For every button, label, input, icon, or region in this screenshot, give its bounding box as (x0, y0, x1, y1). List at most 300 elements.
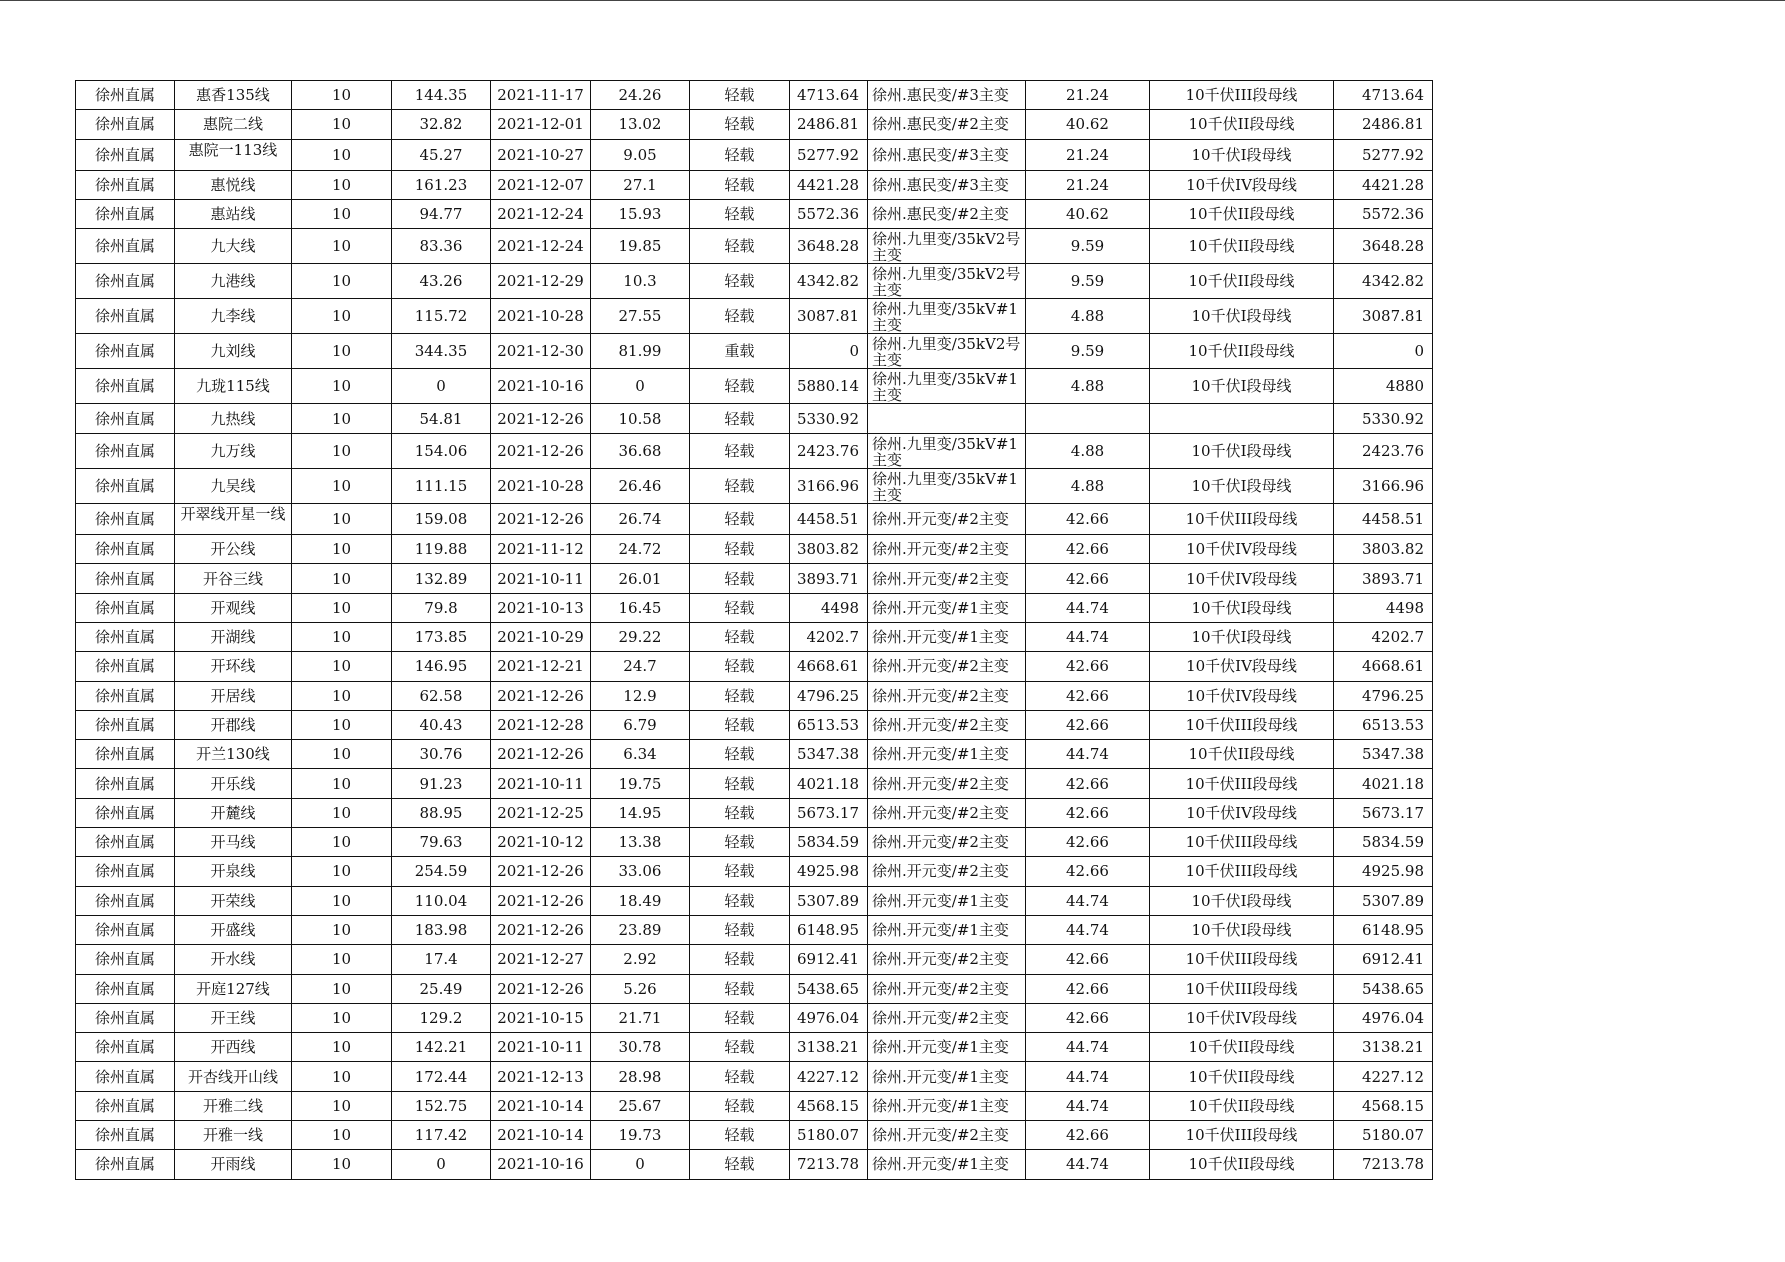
table-row (76, 915, 1433, 944)
available-capacity-cell: 4342.82 (1334, 264, 1433, 299)
unit-cell: 徐州直属 (76, 503, 175, 534)
line-name-cell: 九万线 (175, 433, 292, 468)
unit-cell: 徐州直属 (76, 945, 175, 974)
capacity-cell: 5180.07 (790, 1121, 868, 1150)
date-cell: 2021-10-16 (491, 369, 591, 404)
date-cell: 2021-12-26 (491, 857, 591, 886)
substation-cell: 徐州.惠民变/#2主变 (868, 200, 1026, 229)
line-name-cell: 惠香135线 (175, 81, 292, 110)
table-row (76, 652, 1433, 681)
line-name-cell: 开郡线 (175, 710, 292, 739)
substation-cell: 徐州.开元变/#1主变 (868, 1150, 1026, 1179)
load-status-cell: 轻载 (690, 170, 790, 199)
capacity-cell: 4796.25 (790, 681, 868, 710)
substation-cell: 徐州.开元变/#1主变 (868, 593, 1026, 622)
value-cell: 0 (392, 1150, 491, 1179)
date-cell: 2021-12-26 (491, 915, 591, 944)
line-name-cell: 开荣线 (175, 886, 292, 915)
voltage-cell: 10 (292, 828, 392, 857)
available-capacity-cell: 5673.17 (1334, 798, 1433, 827)
capacity-cell: 4227.12 (790, 1062, 868, 1091)
busbar-cell: 10千伏III段母线 (1150, 710, 1334, 739)
load-status-cell: 轻载 (690, 229, 790, 264)
voltage-cell: 10 (292, 1062, 392, 1091)
available-capacity-cell: 4227.12 (1334, 1062, 1433, 1091)
capacity-cell: 3138.21 (790, 1033, 868, 1062)
available-capacity-cell: 4796.25 (1334, 681, 1433, 710)
unit-cell: 徐州直属 (76, 886, 175, 915)
value-cell: 79.63 (392, 828, 491, 857)
capacity-cell: 3648.28 (790, 229, 868, 264)
substation-rate-cell: 42.66 (1026, 1121, 1150, 1150)
substation-rate-cell: 4.88 (1026, 468, 1150, 503)
voltage-cell: 10 (292, 468, 392, 503)
load-status-cell: 轻载 (690, 1062, 790, 1091)
date-cell: 2021-10-11 (491, 769, 591, 798)
load-status-cell: 轻载 (690, 1003, 790, 1032)
voltage-cell: 10 (292, 886, 392, 915)
line-name-cell: 开兰130线 (175, 740, 292, 769)
busbar-cell: 10千伏IV段母线 (1150, 681, 1334, 710)
load-status-cell: 轻载 (690, 299, 790, 334)
voltage-cell: 10 (292, 769, 392, 798)
substation-cell: 徐州.开元变/#1主变 (868, 622, 1026, 651)
value-cell: 54.81 (392, 404, 491, 433)
line-name-cell: 惠院二线 (175, 110, 292, 139)
substation-cell: 徐州.开元变/#1主变 (868, 1033, 1026, 1062)
unit-cell: 徐州直属 (76, 593, 175, 622)
voltage-cell: 10 (292, 369, 392, 404)
rate-cell: 19.75 (591, 769, 690, 798)
available-capacity-cell: 6513.53 (1334, 710, 1433, 739)
value-cell: 117.42 (392, 1121, 491, 1150)
value-cell: 40.43 (392, 710, 491, 739)
date-cell: 2021-12-29 (491, 264, 591, 299)
substation-rate-cell: 44.74 (1026, 1062, 1150, 1091)
busbar-cell: 10千伏I段母线 (1150, 886, 1334, 915)
date-cell: 2021-12-26 (491, 681, 591, 710)
capacity-cell: 5880.14 (790, 369, 868, 404)
capacity-cell: 4021.18 (790, 769, 868, 798)
table-row (76, 945, 1433, 974)
rate-cell: 19.85 (591, 229, 690, 264)
voltage-cell: 10 (292, 404, 392, 433)
date-cell: 2021-12-30 (491, 334, 591, 369)
unit-cell: 徐州直属 (76, 299, 175, 334)
table-row (76, 468, 1433, 503)
voltage-cell: 10 (292, 974, 392, 1003)
line-name-cell: 九港线 (175, 264, 292, 299)
available-capacity-cell: 4498 (1334, 593, 1433, 622)
substation-cell: 徐州.惠民变/#3主变 (868, 81, 1026, 110)
date-cell: 2021-12-24 (491, 229, 591, 264)
table-row (76, 1003, 1433, 1032)
load-status-cell: 轻载 (690, 710, 790, 739)
value-cell: 62.58 (392, 681, 491, 710)
unit-cell: 徐州直属 (76, 652, 175, 681)
substation-rate-cell: 42.66 (1026, 535, 1150, 564)
substation-cell: 徐州.九里变/35kV#1主变 (868, 468, 1026, 503)
capacity-cell: 6513.53 (790, 710, 868, 739)
table-row (76, 622, 1433, 651)
voltage-cell: 10 (292, 535, 392, 564)
rate-cell: 24.26 (591, 81, 690, 110)
load-status-cell: 轻载 (690, 110, 790, 139)
table-row (76, 264, 1433, 299)
line-name-cell: 九大线 (175, 229, 292, 264)
substation-cell: 徐州.九里变/35kV2号主变 (868, 264, 1026, 299)
busbar-cell: 10千伏II段母线 (1150, 1062, 1334, 1091)
unit-cell: 徐州直属 (76, 535, 175, 564)
line-name-cell: 九热线 (175, 404, 292, 433)
table-row (76, 974, 1433, 1003)
table-row (76, 740, 1433, 769)
rate-cell: 26.74 (591, 503, 690, 534)
available-capacity-cell: 3087.81 (1334, 299, 1433, 334)
available-capacity-cell: 2423.76 (1334, 433, 1433, 468)
load-status-cell: 轻载 (690, 945, 790, 974)
capacity-cell: 4342.82 (790, 264, 868, 299)
unit-cell: 徐州直属 (76, 139, 175, 170)
load-status-cell: 轻载 (690, 468, 790, 503)
busbar-cell: 10千伏I段母线 (1150, 593, 1334, 622)
voltage-cell: 10 (292, 740, 392, 769)
substation-cell: 徐州.开元变/#2主变 (868, 828, 1026, 857)
substation-rate-cell: 44.74 (1026, 1091, 1150, 1120)
substation-cell: 徐州.开元变/#1主变 (868, 1091, 1026, 1120)
substation-rate-cell: 42.66 (1026, 1003, 1150, 1032)
date-cell: 2021-10-28 (491, 299, 591, 334)
capacity-cell: 4925.98 (790, 857, 868, 886)
table-row (76, 564, 1433, 593)
substation-cell: 徐州.开元变/#2主变 (868, 974, 1026, 1003)
substation-rate-cell: 40.62 (1026, 200, 1150, 229)
available-capacity-cell: 3893.71 (1334, 564, 1433, 593)
value-cell: 79.8 (392, 593, 491, 622)
voltage-cell: 10 (292, 1150, 392, 1179)
available-capacity-cell: 4458.51 (1334, 503, 1433, 534)
rate-cell: 81.99 (591, 334, 690, 369)
busbar-cell: 10千伏III段母线 (1150, 828, 1334, 857)
value-cell: 183.98 (392, 915, 491, 944)
table-row (76, 857, 1433, 886)
value-cell: 161.23 (392, 170, 491, 199)
substation-rate-cell: 42.66 (1026, 769, 1150, 798)
table-row (76, 369, 1433, 404)
busbar-cell: 10千伏II段母线 (1150, 1150, 1334, 1179)
load-status-cell: 轻载 (690, 828, 790, 857)
substation-rate-cell: 44.74 (1026, 740, 1150, 769)
capacity-cell: 5277.92 (790, 139, 868, 170)
line-name-cell: 九吴线 (175, 468, 292, 503)
value-cell: 254.59 (392, 857, 491, 886)
value-cell: 115.72 (392, 299, 491, 334)
available-capacity-cell: 3138.21 (1334, 1033, 1433, 1062)
table-row (76, 1033, 1433, 1062)
busbar-cell: 10千伏II段母线 (1150, 740, 1334, 769)
rate-cell: 6.34 (591, 740, 690, 769)
busbar-cell: 10千伏IV段母线 (1150, 798, 1334, 827)
value-cell: 172.44 (392, 1062, 491, 1091)
date-cell: 2021-10-11 (491, 1033, 591, 1062)
load-status-cell: 轻载 (690, 740, 790, 769)
busbar-cell: 10千伏IV段母线 (1150, 535, 1334, 564)
substation-rate-cell: 42.66 (1026, 503, 1150, 534)
date-cell: 2021-12-26 (491, 503, 591, 534)
substation-rate-cell: 44.74 (1026, 915, 1150, 944)
date-cell: 2021-10-15 (491, 1003, 591, 1032)
load-status-cell: 轻载 (690, 681, 790, 710)
load-status-cell: 轻载 (690, 1033, 790, 1062)
substation-cell: 徐州.开元变/#1主变 (868, 915, 1026, 944)
substation-rate-cell: 4.88 (1026, 299, 1150, 334)
unit-cell: 徐州直属 (76, 828, 175, 857)
substation-rate-cell: 42.66 (1026, 710, 1150, 739)
line-name-cell: 开雅二线 (175, 1091, 292, 1120)
voltage-cell: 10 (292, 857, 392, 886)
rate-cell: 29.22 (591, 622, 690, 651)
load-status-cell: 轻载 (690, 974, 790, 1003)
substation-cell: 徐州.开元变/#2主变 (868, 945, 1026, 974)
voltage-cell: 10 (292, 299, 392, 334)
substation-cell: 徐州.开元变/#2主变 (868, 535, 1026, 564)
rate-cell: 23.89 (591, 915, 690, 944)
available-capacity-cell: 4568.15 (1334, 1091, 1433, 1120)
unit-cell: 徐州直属 (76, 369, 175, 404)
voltage-cell: 10 (292, 334, 392, 369)
voltage-cell: 10 (292, 170, 392, 199)
available-capacity-cell: 6148.95 (1334, 915, 1433, 944)
unit-cell: 徐州直属 (76, 170, 175, 199)
substation-rate-cell: 44.74 (1026, 622, 1150, 651)
line-name-cell: 开乐线 (175, 769, 292, 798)
date-cell: 2021-10-27 (491, 139, 591, 170)
substation-cell: 徐州.九里变/35kV#1主变 (868, 433, 1026, 468)
capacity-cell: 5438.65 (790, 974, 868, 1003)
load-status-cell: 轻载 (690, 564, 790, 593)
available-capacity-cell: 4202.7 (1334, 622, 1433, 651)
voltage-cell: 10 (292, 593, 392, 622)
load-status-cell: 轻载 (690, 503, 790, 534)
line-name-cell: 开盛线 (175, 915, 292, 944)
value-cell: 88.95 (392, 798, 491, 827)
line-name-cell: 开雅一线 (175, 1121, 292, 1150)
table-row (76, 110, 1433, 139)
substation-cell: 徐州.九里变/35kV#1主变 (868, 369, 1026, 404)
rate-cell: 30.78 (591, 1033, 690, 1062)
capacity-cell: 4568.15 (790, 1091, 868, 1120)
substation-rate-cell: 21.24 (1026, 170, 1150, 199)
line-name-cell: 九刘线 (175, 334, 292, 369)
value-cell: 142.21 (392, 1033, 491, 1062)
busbar-cell: 10千伏IV段母线 (1150, 1003, 1334, 1032)
date-cell: 2021-12-21 (491, 652, 591, 681)
capacity-cell: 4421.28 (790, 170, 868, 199)
rate-cell: 9.05 (591, 139, 690, 170)
available-capacity-cell: 3166.96 (1334, 468, 1433, 503)
value-cell: 119.88 (392, 535, 491, 564)
substation-rate-cell: 44.74 (1026, 1033, 1150, 1062)
unit-cell: 徐州直属 (76, 433, 175, 468)
rate-cell: 27.55 (591, 299, 690, 334)
substation-rate-cell: 44.74 (1026, 1150, 1150, 1179)
rate-cell: 21.71 (591, 1003, 690, 1032)
value-cell: 159.08 (392, 503, 491, 534)
capacity-cell: 0 (790, 334, 868, 369)
substation-rate-cell: 44.74 (1026, 886, 1150, 915)
page-top-border (0, 0, 1785, 1)
rate-cell: 36.68 (591, 433, 690, 468)
unit-cell: 徐州直属 (76, 564, 175, 593)
rate-cell: 5.26 (591, 974, 690, 1003)
rate-cell: 33.06 (591, 857, 690, 886)
load-status-cell: 轻载 (690, 369, 790, 404)
substation-rate-cell: 42.66 (1026, 828, 1150, 857)
table-row (76, 710, 1433, 739)
available-capacity-cell: 7213.78 (1334, 1150, 1433, 1179)
line-name-cell: 开麓线 (175, 798, 292, 827)
line-name-cell: 开王线 (175, 1003, 292, 1032)
date-cell: 2021-12-25 (491, 798, 591, 827)
line-name-cell: 开公线 (175, 535, 292, 564)
line-name-cell: 惠悦线 (175, 170, 292, 199)
substation-cell: 徐州.开元变/#2主变 (868, 503, 1026, 534)
line-name-cell: 开居线 (175, 681, 292, 710)
substation-rate-cell: 4.88 (1026, 369, 1150, 404)
busbar-cell: 10千伏II段母线 (1150, 1091, 1334, 1120)
substation-rate-cell: 21.24 (1026, 139, 1150, 170)
line-name-cell: 开观线 (175, 593, 292, 622)
table-row (76, 1091, 1433, 1120)
substation-cell: 徐州.开元变/#1主变 (868, 1062, 1026, 1091)
unit-cell: 徐州直属 (76, 681, 175, 710)
rate-cell: 19.73 (591, 1121, 690, 1150)
value-cell: 173.85 (392, 622, 491, 651)
voltage-cell: 10 (292, 1091, 392, 1120)
capacity-cell: 5673.17 (790, 798, 868, 827)
unit-cell: 徐州直属 (76, 740, 175, 769)
load-status-cell: 轻载 (690, 652, 790, 681)
busbar-cell: 10千伏I段母线 (1150, 468, 1334, 503)
capacity-cell: 6912.41 (790, 945, 868, 974)
value-cell: 83.36 (392, 229, 491, 264)
rate-cell: 13.38 (591, 828, 690, 857)
available-capacity-cell: 0 (1334, 334, 1433, 369)
available-capacity-cell: 4880 (1334, 369, 1433, 404)
substation-rate-cell: 42.66 (1026, 974, 1150, 1003)
value-cell: 154.06 (392, 433, 491, 468)
capacity-cell: 2423.76 (790, 433, 868, 468)
table-row (76, 404, 1433, 433)
substation-cell: 徐州.开元变/#2主变 (868, 681, 1026, 710)
unit-cell: 徐州直属 (76, 110, 175, 139)
substation-cell: 徐州.九里变/35kV2号主变 (868, 334, 1026, 369)
value-cell: 25.49 (392, 974, 491, 1003)
available-capacity-cell: 4421.28 (1334, 170, 1433, 199)
line-name-cell: 开湖线 (175, 622, 292, 651)
line-name-cell: 开马线 (175, 828, 292, 857)
busbar-cell: 10千伏I段母线 (1150, 622, 1334, 651)
available-capacity-cell: 4976.04 (1334, 1003, 1433, 1032)
load-status-cell: 重载 (690, 334, 790, 369)
busbar-cell: 10千伏I段母线 (1150, 433, 1334, 468)
line-name-cell: 九李线 (175, 299, 292, 334)
table-row (76, 886, 1433, 915)
capacity-cell: 3803.82 (790, 535, 868, 564)
rate-cell: 0 (591, 1150, 690, 1179)
line-name-cell: 开环线 (175, 652, 292, 681)
rate-cell: 14.95 (591, 798, 690, 827)
voltage-cell: 10 (292, 1003, 392, 1032)
load-status-cell: 轻载 (690, 404, 790, 433)
busbar-cell: 10千伏III段母线 (1150, 857, 1334, 886)
table-row (76, 1150, 1433, 1179)
load-status-cell: 轻载 (690, 1150, 790, 1179)
busbar-cell: 10千伏III段母线 (1150, 769, 1334, 798)
available-capacity-cell: 5330.92 (1334, 404, 1433, 433)
date-cell: 2021-10-11 (491, 564, 591, 593)
load-status-cell: 轻载 (690, 433, 790, 468)
rate-cell: 24.72 (591, 535, 690, 564)
table-body (76, 81, 1433, 1180)
capacity-cell: 4458.51 (790, 503, 868, 534)
substation-cell: 徐州.开元变/#1主变 (868, 740, 1026, 769)
voltage-cell: 10 (292, 503, 392, 534)
load-status-cell: 轻载 (690, 200, 790, 229)
capacity-cell: 4668.61 (790, 652, 868, 681)
table-row (76, 299, 1433, 334)
rate-cell: 15.93 (591, 200, 690, 229)
date-cell: 2021-10-14 (491, 1121, 591, 1150)
voltage-cell: 10 (292, 798, 392, 827)
rate-cell: 16.45 (591, 593, 690, 622)
busbar-cell: 10千伏II段母线 (1150, 200, 1334, 229)
voltage-cell: 10 (292, 681, 392, 710)
available-capacity-cell: 3803.82 (1334, 535, 1433, 564)
date-cell: 2021-10-16 (491, 1150, 591, 1179)
line-name-cell: 开谷三线 (175, 564, 292, 593)
busbar-cell: 10千伏I段母线 (1150, 369, 1334, 404)
rate-cell: 27.1 (591, 170, 690, 199)
date-cell: 2021-12-26 (491, 886, 591, 915)
substation-rate-cell: 42.66 (1026, 945, 1150, 974)
substation-cell (868, 404, 1026, 433)
voltage-cell: 10 (292, 710, 392, 739)
busbar-cell: 10千伏II段母线 (1150, 1033, 1334, 1062)
substation-rate-cell: 42.66 (1026, 857, 1150, 886)
rate-cell: 2.92 (591, 945, 690, 974)
unit-cell: 徐州直属 (76, 769, 175, 798)
value-cell: 43.26 (392, 264, 491, 299)
busbar-cell: 10千伏I段母线 (1150, 915, 1334, 944)
value-cell: 146.95 (392, 652, 491, 681)
table-row (76, 433, 1433, 468)
voltage-cell: 10 (292, 81, 392, 110)
data-table (75, 80, 1433, 1180)
line-name-cell: 九珑115线 (175, 369, 292, 404)
capacity-cell: 4202.7 (790, 622, 868, 651)
load-status-cell: 轻载 (690, 1091, 790, 1120)
date-cell: 2021-12-26 (491, 740, 591, 769)
voltage-cell: 10 (292, 1033, 392, 1062)
unit-cell: 徐州直属 (76, 468, 175, 503)
voltage-cell: 10 (292, 1121, 392, 1150)
rate-cell: 28.98 (591, 1062, 690, 1091)
value-cell: 344.35 (392, 334, 491, 369)
rate-cell: 10.58 (591, 404, 690, 433)
substation-rate-cell: 4.88 (1026, 433, 1150, 468)
busbar-cell: 10千伏II段母线 (1150, 110, 1334, 139)
